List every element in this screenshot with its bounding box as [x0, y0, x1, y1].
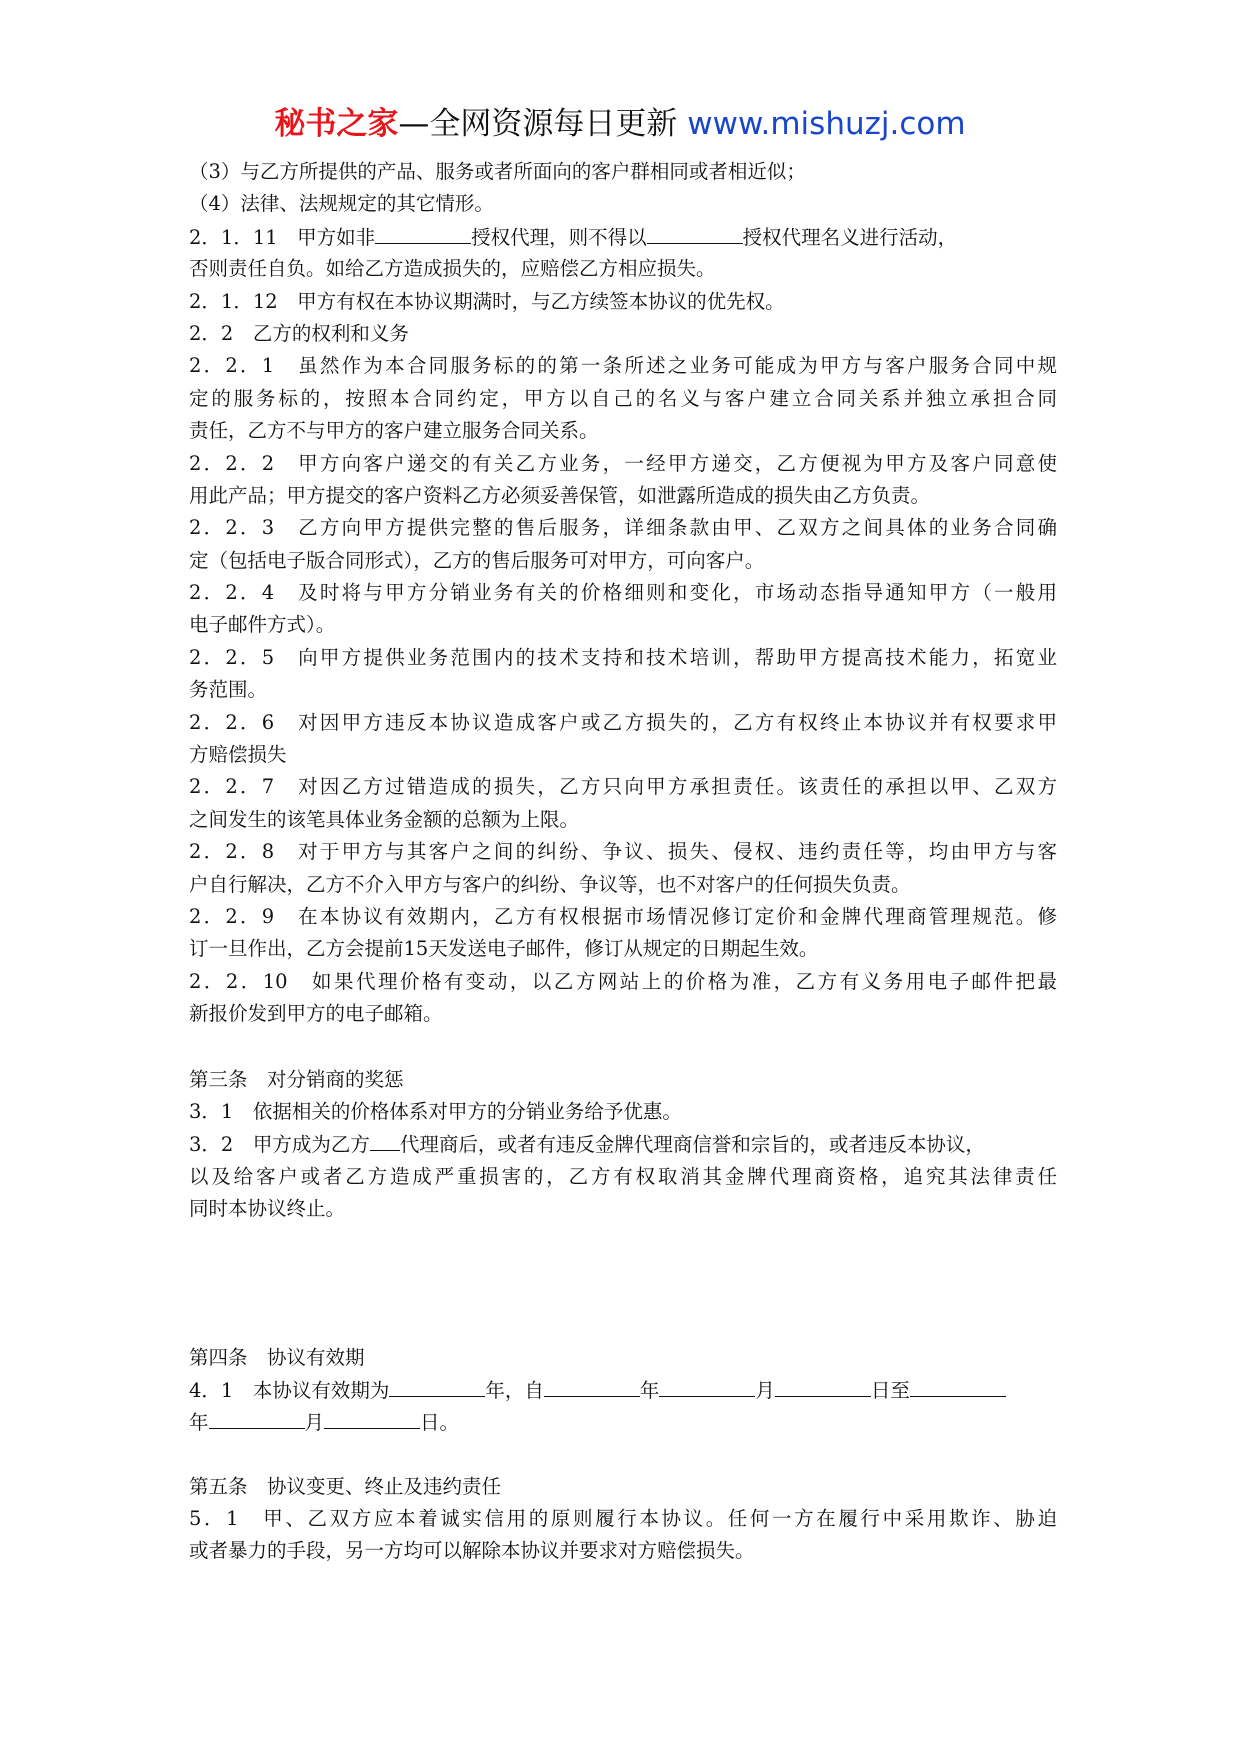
text-segment: 年，自 — [485, 1378, 544, 1402]
text-line: 电子邮件方式）。 — [189, 613, 336, 637]
fill-in-blank[interactable] — [389, 1374, 485, 1397]
text-line: 否则责任自负。如给乙方造成损失的，应赔偿乙方相应损失。 — [189, 257, 716, 281]
fill-in-blank[interactable] — [775, 1374, 871, 1397]
site-slogan: —全网资源每日更新 — [398, 106, 678, 142]
text-line: 2．2．1 虽然作为本合同服务标的的第一条所述之业务可能成为甲方与客户服务合同中规 — [189, 354, 1057, 378]
text-line: 户自行解决，乙方不介入甲方与客户的纠纷、争议等，也不对客户的任何损失负责。 — [189, 872, 911, 896]
text-line: 定的服务标的，按照本合同约定，甲方以自己的名义与客户建立合同关系并独立承担合同 — [189, 386, 1057, 410]
clause-2-1-11-line — [189, 221, 1057, 253]
text-line: 新报价发到甲方的电子邮箱。 — [189, 1002, 443, 1026]
text-line: 2．2．6 对因甲方违反本协议造成客户或乙方损失的，乙方有权终止本协议并有权要求甲 — [189, 710, 1057, 734]
fill-in-blank[interactable] — [910, 1374, 1006, 1397]
fill-in-blank[interactable] — [659, 1374, 755, 1397]
document-body — [189, 156, 1057, 1568]
text-segment: 3．2 甲方成为乙方 — [189, 1133, 370, 1157]
site-url-link[interactable]: www.mishuzj.com — [687, 106, 966, 142]
fill-in-blank[interactable] — [375, 221, 471, 244]
text-line: （3）与乙方所提供的产品、服务或者所面向的客户群相同或者相近似； — [189, 160, 806, 183]
text-segment: 月 — [755, 1378, 775, 1402]
text-segment: 2．1．11 甲方如非 — [189, 225, 376, 249]
text-segment: 日至 — [870, 1378, 910, 1402]
clause-3-2-line — [189, 1128, 1057, 1160]
text-line: 订一旦作出，乙方会提前15天发送电子邮件，修订从规定的日期起生效。 — [189, 937, 819, 961]
text-line: 3．1 依据相关的价格体系对甲方的分销业务给予优惠。 — [189, 1099, 682, 1123]
paragraph-spacer — [189, 1031, 1057, 1064]
text-line: 2．2．8 对于甲方与其客户之间的纠纷、争议、损失、侵权、违约责任等，均由甲方与客 — [189, 840, 1057, 864]
fill-in-blank[interactable] — [544, 1374, 640, 1397]
text-line: 用此产品；甲方提交的客户资料乙方必须妥善保管，如泄露所造成的损失由乙方负责。 — [189, 483, 931, 507]
text-line: 2．2．3 乙方向甲方提供完整的售后服务，详细条款由甲、乙双方之间具体的业务合同确 — [189, 516, 1057, 540]
text-line: 方赔偿损失 — [189, 743, 287, 767]
text-segment: 月 — [304, 1411, 325, 1435]
text-segment: 代理商后，或者有违反金牌代理商信誉和宗旨的，或者违反本协议， — [399, 1133, 985, 1157]
text-segment: 4．1 本协议有效期为 — [189, 1378, 390, 1402]
text-line: 2．2．10 如果代理价格有变动，以乙方网站上的价格为准，乙方有义务用电子邮件把最 — [189, 969, 1057, 993]
clause-4-1-line — [189, 1374, 1057, 1406]
text-line: 务范围。 — [189, 678, 268, 702]
fill-in-blank[interactable] — [209, 1406, 305, 1429]
text-line: 5．1 甲、乙双方应本着诚实信用的原则履行本协议。任何一方在履行中采用欺诈、胁迫 — [189, 1507, 1057, 1531]
text-line: 2．2．4 及时将与甲方分销业务有关的价格细则和变化，市场动态指导通知甲方（一般用 — [189, 581, 1057, 605]
text-line: 或者暴力的手段，另一方均可以解除本协议并要求对方赔偿损失。 — [189, 1539, 755, 1563]
text-line: 2．2．9 在本协议有效期内，乙方有权根据市场情况修订定价和金牌代理商管理规范。修 — [189, 904, 1057, 928]
text-segment: 日。 — [420, 1411, 460, 1435]
clause-4-1-continued-line — [189, 1406, 1057, 1438]
text-line: 2．2．2 甲方向客户递交的有关乙方业务，一经甲方递交，乙方便视为甲方及客户同意使 — [189, 451, 1057, 475]
text-segment: 授权代理名义进行活动， — [742, 225, 958, 249]
fill-in-blank[interactable] — [370, 1128, 400, 1151]
text-line: 定（包括电子版合同形式），乙方的售后服务可对甲方，可向客户。 — [189, 548, 765, 572]
text-line: 责任，乙方不与甲方的客户建立服务合同关系。 — [189, 419, 599, 443]
paragraph-spacer — [189, 1439, 1057, 1471]
text-line: （4）法律、法规规定的其它情形。 — [189, 192, 494, 216]
text-line: 同时本协议终止。 — [189, 1197, 346, 1221]
text-segment: 年 — [189, 1411, 209, 1435]
text-line: 2．2．5 向甲方提供业务范围内的技术支持和技术培训，帮助甲方提高技术能力，拓宽业 — [189, 645, 1057, 669]
fill-in-blank[interactable] — [324, 1406, 420, 1429]
section-heading: 2．2 乙方的权利和义务 — [189, 321, 409, 345]
text-line: 以及给客户或者乙方造成严重损害的，乙方有权取消其金牌代理商资格，追究其法律责任 — [189, 1164, 1057, 1188]
text-segment: 授权代理，则不得以 — [471, 225, 647, 249]
text-segment: 年 — [639, 1378, 660, 1402]
paragraph-spacer — [189, 1226, 1057, 1342]
site-header — [0, 102, 1240, 146]
article-heading: 第三条 对分销商的奖惩 — [189, 1067, 404, 1091]
text-line: 之间发生的该笔具体业务金额的总额为上限。 — [189, 807, 580, 831]
fill-in-blank[interactable] — [647, 221, 743, 244]
article-heading: 第五条 协议变更、终止及违约责任 — [189, 1474, 502, 1498]
site-brand: 秘书之家 — [274, 106, 399, 142]
text-line: 2．2．7 对因乙方过错造成的损失，乙方只向甲方承担责任。该责任的承担以甲、乙双方 — [189, 775, 1057, 799]
article-heading: 第四条 协议有效期 — [189, 1345, 365, 1369]
text-line: 2．1．12 甲方有权在本协议期满时，与乙方续签本协议的优先权。 — [189, 289, 785, 313]
